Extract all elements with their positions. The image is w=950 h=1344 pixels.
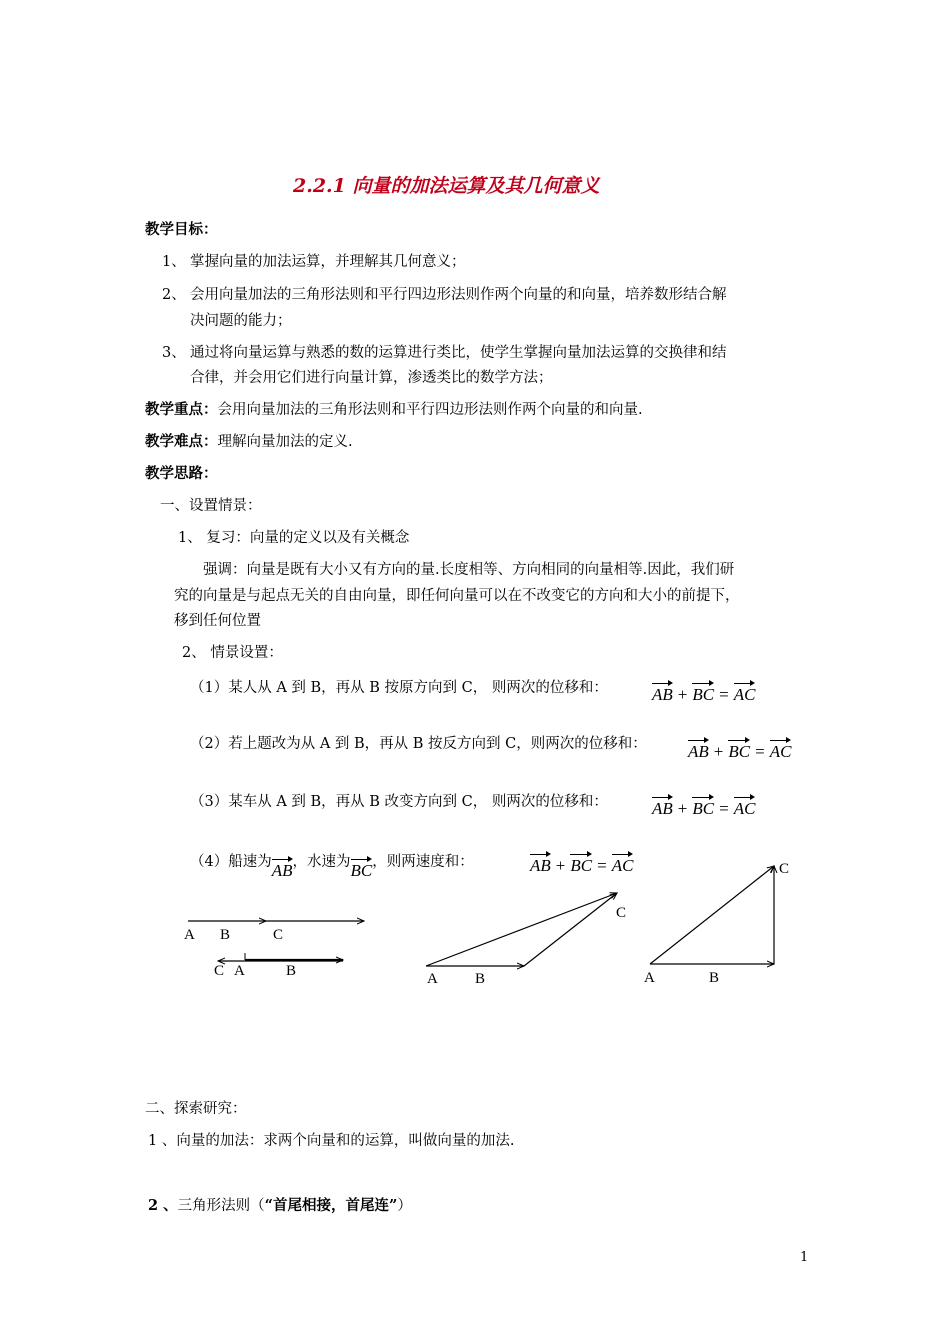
arrow-bc bbox=[524, 893, 617, 966]
scene-heading: 2、 情景设置： bbox=[182, 645, 283, 661]
vector-ac: AC bbox=[734, 795, 756, 819]
emphasis-line-2: 究的向量是与起点无关的自由向量，即任何向量可以在不改变它的方向和大小的前提下， bbox=[174, 588, 740, 604]
vector-ac: AC bbox=[734, 681, 756, 705]
triangle-rule bbox=[148, 1194, 412, 1215]
goal-2-cont: 决问题的能力； bbox=[190, 313, 292, 329]
goal-1-text: 掌握向量的加法运算，并理解其几何意义； bbox=[190, 254, 466, 270]
fig3-label-a: A bbox=[427, 971, 438, 987]
triangle-rule-num: 2 、 bbox=[148, 1197, 178, 1214]
vector-ab: AB bbox=[652, 681, 673, 705]
vector-bc: BC bbox=[692, 681, 714, 705]
case-1-equation: AB + BC = AC bbox=[652, 681, 755, 705]
page-title: 2.2.1 向量的加法运算及其几何意义 bbox=[293, 175, 600, 197]
triangle-rule-close: ） bbox=[397, 1198, 412, 1214]
vector-ab: AB bbox=[688, 738, 709, 762]
water-velocity-vector: BC bbox=[351, 857, 373, 881]
triangle-rule-text: 三角形法则（ bbox=[177, 1198, 265, 1214]
vector-bc: BC bbox=[692, 795, 714, 819]
difficulty-text: 理解向量加法的定义. bbox=[217, 434, 353, 450]
vector-bc: BC bbox=[728, 738, 750, 762]
arrow-ac bbox=[426, 893, 617, 966]
fig2-label-b: B bbox=[286, 963, 297, 979]
goal-3-cont: 合律，并会用它们进行向量计算，渗透类比的数学方法； bbox=[190, 370, 553, 386]
vector-bc: BC bbox=[570, 852, 592, 876]
triangle-rule-mnemonic: “首尾相接，首尾连” bbox=[264, 1197, 398, 1214]
fig2-label-a: A bbox=[234, 963, 245, 979]
fig1-label-b: B bbox=[220, 927, 231, 943]
fig1-label-c: C bbox=[273, 927, 284, 943]
vector-ab: AB bbox=[530, 852, 551, 876]
arrow-ac bbox=[650, 866, 774, 964]
difficulty-label: 教学难点： bbox=[145, 433, 218, 450]
fig4-label-c: C bbox=[779, 861, 790, 877]
case-4-equation: AB + BC = AC bbox=[530, 852, 633, 876]
figure-right-triangle bbox=[650, 866, 774, 964]
section2-heading: 二、探索研究： bbox=[145, 1101, 247, 1117]
goal-2-text: 会用向量加法的三角形法则和平行四边形法则作两个向量的和向量，培养数形结合解 bbox=[190, 287, 727, 303]
fig1-label-a: A bbox=[184, 927, 195, 943]
goal-1-num: 1、 bbox=[162, 254, 186, 270]
fig3-label-c: C bbox=[616, 905, 627, 921]
case-4-prefix: （4）船速为 bbox=[190, 854, 272, 870]
fig3-label-b: B bbox=[475, 971, 486, 987]
addition-definition: 1 、向量的加法：求两个向量和的运算，叫做向量的加法. bbox=[148, 1133, 515, 1149]
figure-triangle bbox=[426, 893, 617, 966]
emphasis-line-3: 移到任何位置 bbox=[174, 613, 261, 629]
case-4-mid: ，水速为 bbox=[292, 854, 351, 870]
case-3-equation: AB + BC = AC bbox=[652, 795, 755, 819]
case-1-text: （1）某人从 A 到 B，再从 B 按原方向到 C， 则两次的位移和： bbox=[190, 680, 608, 696]
figure-opposite-direction bbox=[218, 953, 343, 961]
page-number: 1 bbox=[800, 1250, 809, 1265]
approach-label: 教学思路： bbox=[145, 465, 218, 482]
vector-ac: AC bbox=[770, 738, 792, 762]
section1-heading: 一、设置情景： bbox=[160, 498, 262, 514]
key-point-text: 会用向量加法的三角形法则和平行四边形法则作两个向量的和向量. bbox=[217, 402, 643, 418]
key-point-label: 教学重点： bbox=[145, 401, 218, 418]
goals-heading: 教学目标： bbox=[145, 221, 218, 238]
case-2-equation: AB + BC = AC bbox=[688, 738, 791, 762]
emphasis-line-1: 强调：向量是既有大小又有方向的量.长度相等、方向相同的向量相等.因此，我们研 bbox=[203, 562, 735, 578]
review-line: 1、 复习：向量的定义以及有关概念 bbox=[178, 530, 410, 546]
goal-3-num: 3、 bbox=[162, 345, 186, 361]
case-4-suffix: ，则两速度和： bbox=[372, 854, 474, 870]
boat-velocity-vector: AB bbox=[272, 857, 293, 881]
fig4-label-b: B bbox=[709, 970, 720, 986]
fig4-label-a: A bbox=[644, 970, 655, 986]
fig2-label-c: C bbox=[214, 963, 225, 979]
case-2-text: （2）若上题改为从 A 到 B，再从 B 按反方向到 C，则两次的位移和： bbox=[190, 736, 647, 752]
goal-3-text: 通过将向量运算与熟悉的数的运算进行类比，使学生掌握向量加法运算的交换律和结 bbox=[190, 345, 727, 361]
vector-ab: AB bbox=[652, 795, 673, 819]
vector-ac: AC bbox=[612, 852, 634, 876]
case-3-text: （3）某车从 A 到 B，再从 B 改变方向到 C， 则两次的位移和： bbox=[190, 794, 608, 810]
goal-2-num: 2、 bbox=[162, 287, 186, 303]
